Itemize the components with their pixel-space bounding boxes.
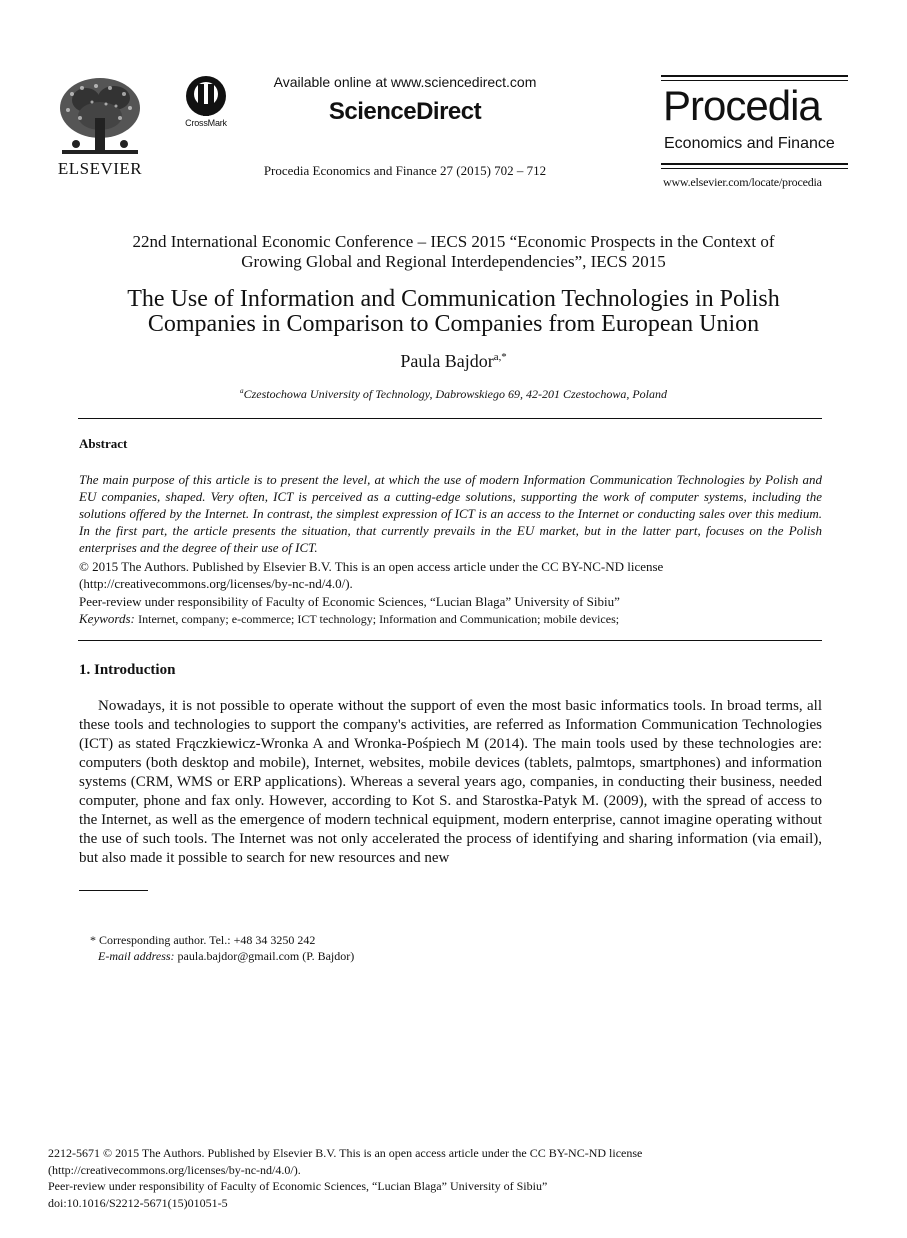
journal-reference: Procedia Economics and Finance 27 (2015) 702 – 712: [263, 163, 547, 178]
title-line-1: The Use of Information and Communication Technologies in Polish: [127, 286, 780, 312]
author-line: [40, 351, 867, 372]
affiliation: [40, 387, 867, 402]
affiliation-mark: a: [239, 387, 244, 395]
procedia-rule-mid-thin: [661, 168, 848, 169]
author-name: Paula Bajdor: [400, 351, 494, 371]
procedia-rule-top: [661, 75, 848, 77]
elsevier-logo: [50, 74, 150, 178]
email-line: [90, 948, 690, 964]
abstract-body: The main purpose of this article is to present the level, at which the use of modern Information Communication Technologies by Polish and EU companies, shaped. Very often, ICT is perceived as a cutting-edge solutions, supporting the work of computer systems, including the solutions offered by the Internet. In contrast, the simplest expression of ICT is an access to the Internet or conducting sales over this medium. In the first part, the article presents the situation, that currently prevails in the EU market, but in the latter part, focuses on the Polish enterprises and the degree of their use of ICT.: [79, 472, 822, 555]
divider-top: [78, 418, 822, 419]
author-marks: a,*: [493, 351, 507, 363]
introduction-heading: 1. Introduction: [79, 662, 176, 678]
available-online-text: Available online at www.sciencedirect.com: [273, 74, 537, 90]
corresponding-author: * Corresponding author. Tel.: +48 34 3250 242: [90, 933, 316, 947]
footnote: [90, 932, 690, 964]
email-label: E-mail address:: [98, 949, 175, 963]
conference-name: [40, 232, 867, 272]
affiliation-text: Czestochowa University of Technology, Dabrowskiego 69, 42-201 Czestochowa, Poland: [243, 387, 667, 401]
procedia-title: Procedia: [663, 82, 821, 129]
procedia-subtitle: Economics and Finance: [664, 135, 835, 152]
keywords-label: Keywords:: [79, 610, 135, 626]
footnote-rule: [79, 890, 148, 891]
crossmark-label: CrossMark: [185, 118, 227, 128]
introduction-body: Nowadays, it is not possible to operate without the support of even the most basic informatics tools. In broad terms, all these tools and technologies to support the company's activities, are referred as Information Communication Technologies (ICT) as stated Frączkiewicz-Wronka A and Wronka-Pośpiech M (2014). The main tools used by these technologies are: computers (both desktop and mobile), Internet, websites, mobile devices (tablets, palmtops, smartphones) and information systems (CRM, WMS or ERP applications). Whereas a several years ago, companies, in conducting their business, needed computer, phone and fax only. However, according to Kot S. and Starostka-Patyk M. (2009), with the spread of access to the Internet, as well as the emergence of modern technical equipment, modern enterprise, cannot imagine operating without the use of such tools. The Internet was not only accelerated the process of identifying and sharing information (via email), but also made it possible to search for new resources and new: [79, 698, 822, 866]
footer-issn-line: 2212-5671 © 2015 The Authors. Published by Elsevier B.V. This is an open access article under the CC BY-NC-ND license: [48, 1146, 643, 1160]
elsevier-tree-icon: [56, 74, 144, 158]
keywords-text: Internet, company; e-commerce; ICT technology; Information and Communication; mobile devices;: [138, 611, 620, 626]
paper-title: [40, 287, 867, 337]
procedia-rule-top-thin: [661, 80, 848, 81]
keywords-line: [79, 610, 822, 628]
procedia-rule-mid: [661, 163, 848, 165]
elsevier-wordmark: ELSEVIER: [57, 159, 143, 178]
license-block: [79, 558, 822, 628]
license-url[interactable]: (http://creativecommons.org/licenses/by-nc-nd/4.0/).: [79, 576, 353, 592]
peer-review-line: Peer-review under responsibility of Faculty of Economic Sciences, “Lucian Blaga” University of Sibiu”: [79, 593, 620, 609]
abstract-heading: Abstract: [79, 436, 128, 451]
divider-bottom: [78, 640, 822, 641]
conference-line-1: 22nd International Economic Conference – IECS 2015 “Economic Prospects in the Context of: [132, 232, 775, 251]
copyright-line: © 2015 The Authors. Published by Elsevier B.V. This is an open access article under the CC BY-NC-ND license: [79, 559, 664, 574]
procedia-url-link[interactable]: www.elsevier.com/locate/procedia: [663, 175, 822, 189]
title-line-2: Companies in Comparison to Companies from European Union: [147, 311, 760, 337]
crossmark-badge[interactable]: [176, 74, 236, 134]
footer-peer-review: Peer-review under responsibility of Faculty of Economic Sciences, “Lucian Blaga” University of Sibiu”: [48, 1179, 548, 1193]
email-address[interactable]: paula.bajdor@gmail.com (P. Bajdor): [177, 949, 355, 963]
footer-license-url[interactable]: (http://creativecommons.org/licenses/by-nc-nd/4.0/).: [48, 1162, 301, 1177]
conference-line-2: Growing Global and Regional Interdependencies”, IECS 2015: [241, 252, 666, 271]
page-footer: [48, 1145, 868, 1211]
crossmark-icon: [184, 74, 228, 118]
procedia-logo: [661, 75, 848, 195]
sciencedirect-logo: ScienceDirect: [328, 98, 482, 125]
footer-doi[interactable]: doi:10.1016/S2212-5671(15)01051-5: [48, 1195, 228, 1210]
